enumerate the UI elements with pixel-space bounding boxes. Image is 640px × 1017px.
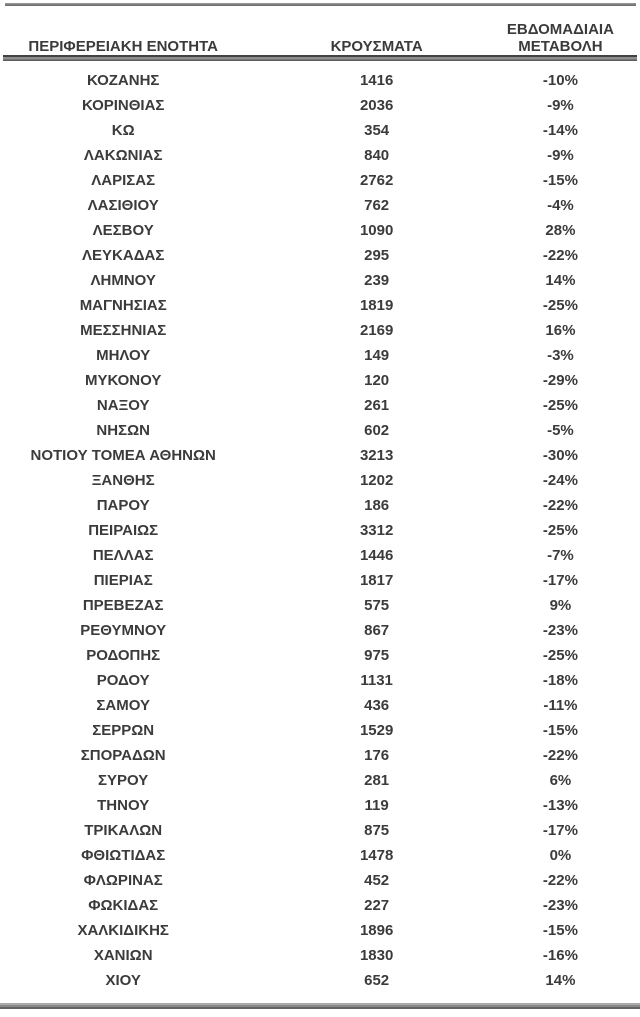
region-cell: ΛΑΣΙΘΙΟΥ [87,197,159,214]
cases-cell: 2762 [359,172,394,189]
change-cell: -25% [542,297,578,314]
region-cell: ΜΗΛΟΥ [96,347,151,364]
table-row [0,768,640,793]
table-row [0,718,640,743]
table-row [0,968,640,993]
cases-cell: 354 [364,122,390,139]
change-cell: -3% [547,347,574,364]
cases-cell: 119 [364,797,389,814]
change-cell: 9% [549,597,572,614]
region-cell: ΦΛΩΡΙΝΑΣ [83,872,163,889]
cases-cell: 239 [364,272,390,289]
cases-cell: 840 [364,147,390,164]
region-cell: ΠΡΕΒΕΖΑΣ [82,597,164,614]
table-header-separator [3,55,637,61]
cases-cell: 1131 [360,672,393,689]
cases-cell: 1830 [359,947,394,964]
change-cell: -17% [542,572,578,589]
table-row [0,618,640,643]
cases-cell: 120 [364,372,390,389]
region-cell: ΠΕΙΡΑΙΩΣ [88,522,159,539]
change-cell: 6% [549,772,572,789]
change-cell: -14% [542,122,578,139]
cases-cell: 575 [364,597,390,614]
region-cell: ΛΑΡΙΣΑΣ [91,172,156,189]
col-header-weekly-change-line1: ΕΒΔΟΜΑΔΙΑΙΑ [506,21,614,38]
region-cell: ΣΠΟΡΑΔΩΝ [80,747,166,764]
change-cell: -15% [542,922,578,939]
cases-cell: 602 [364,422,390,439]
change-cell: -29% [542,372,578,389]
cases-cell: 2036 [359,97,394,114]
col-header-weekly-change [507,0,640,61]
cases-cell: 875 [364,822,390,839]
change-cell: -17% [542,822,578,839]
change-cell: -9% [547,147,574,164]
change-cell: -15% [542,722,578,739]
change-cell: -22% [542,247,578,264]
change-cell: -5% [547,422,574,439]
cases-cell: 1478 [359,847,394,864]
change-cell: -7% [547,547,574,564]
change-cell: -13% [542,797,578,814]
change-cell: -23% [542,622,578,639]
change-cell: -18% [542,672,578,689]
region-cell: ΛΕΣΒΟΥ [92,222,154,239]
region-cell: ΡΟΔΟΥ [96,672,150,689]
change-cell: -25% [542,397,578,414]
table-row [0,443,640,468]
table-row [0,61,640,93]
change-cell: -15% [542,172,578,189]
cases-cell: 1416 [359,72,394,89]
change-cell: 14% [545,272,576,289]
cases-cell: 867 [364,622,390,639]
region-cell: ΣΕΡΡΩΝ [92,722,155,739]
region-cell: ΣΥΡΟΥ [98,772,149,789]
col-header-cases: ΚΡΟΥΣΜΑΤΑ [330,37,423,55]
region-cell: ΧΑΛΚΙΔΙΚΗΣ [77,922,169,939]
header-row [0,0,640,61]
table-row [0,818,640,843]
region-cell: ΚΟΖΑΝΗΣ [86,72,160,89]
table-row [0,918,640,943]
change-cell: 0% [549,847,572,864]
region-cell: ΧΙΟΥ [105,972,141,989]
region-cell: ΡΟΔΟΠΗΣ [86,647,161,664]
region-cell: ΝΑΞΟΥ [96,397,150,414]
cases-cell: 1896 [359,922,394,939]
cases-cell: 227 [364,897,390,914]
table-row [0,243,640,268]
change-cell: 28% [545,222,576,239]
table-row [0,693,640,718]
table-row [0,943,640,968]
change-cell: -10% [542,72,578,89]
table-row [0,268,640,293]
table-row [0,218,640,243]
table-row [0,168,640,193]
change-cell: -22% [542,497,578,514]
table-row [0,418,640,443]
region-cell: ΜΕΣΣΗΝΙΑΣ [80,322,167,339]
cases-cell: 436 [364,697,390,714]
cases-cell: 2169 [359,322,394,339]
change-cell: 16% [545,322,576,339]
table-row [0,468,640,493]
table-top-border [5,3,636,6]
change-cell: -4% [547,197,574,214]
table-bottom-border [0,1003,640,1009]
change-cell: 14% [545,972,576,989]
table-header [0,0,640,61]
region-cell: ΚΩ [111,122,135,139]
table-row [0,318,640,343]
cases-cell: 261 [364,397,390,414]
cases-cell: 452 [364,872,390,889]
table-row [0,518,640,543]
region-cell: ΤΗΝΟΥ [97,797,150,814]
table-row [0,793,640,818]
cases-cell: 1446 [359,547,394,564]
table-row [0,868,640,893]
table-body [0,61,640,993]
region-cell: ΝΗΣΩΝ [96,422,150,439]
table-row [0,643,640,668]
region-cell: ΦΩΚΙΔΑΣ [88,897,159,914]
region-cell: ΠΑΡΟΥ [96,497,150,514]
table-row [0,193,640,218]
region-cell: ΧΑΝΙΩΝ [93,947,153,964]
cases-cell: 762 [364,197,390,214]
table-row [0,93,640,118]
table-row [0,843,640,868]
change-cell: -25% [542,522,578,539]
table-row [0,393,640,418]
table-row [0,343,640,368]
region-cell: ΡΕΘΥΜΝΟΥ [80,622,167,639]
table-row [0,293,640,318]
change-cell: -22% [542,747,578,764]
table-row [0,593,640,618]
change-cell: -22% [542,872,578,889]
change-cell: -25% [542,647,578,664]
table-row [0,368,640,393]
region-cell: ΚΟΡΙΝΘΙΑΣ [81,97,165,114]
region-cell: ΣΑΜΟΥ [96,697,150,714]
table-row [0,493,640,518]
region-cell: ΛΗΜΝΟΥ [90,272,156,289]
change-cell: -23% [542,897,578,914]
region-cell: ΜΑΓΝΗΣΙΑΣ [79,297,167,314]
cases-cell: 1817 [359,572,394,589]
table-row [0,568,640,593]
col-header-weekly-change-line2: ΜΕΤΑΒΟΛΗ [518,37,603,55]
cases-cell: 1202 [359,472,394,489]
col-header-regional-unit: ΠΕΡΙΦΕΡΕΙΑΚΗ ΕΝΟΤΗΤΑ [28,37,218,55]
change-cell: -30% [542,447,578,464]
region-cell: ΞΑΝΘΗΣ [91,472,155,489]
table-row [0,668,640,693]
change-cell: -24% [542,472,578,489]
cases-cell: 975 [364,647,390,664]
cases-cell: 1819 [359,297,394,314]
cases-cell: 1529 [359,722,394,739]
region-cell: ΝΟΤΙΟΥ ΤΟΜΕΑ ΑΘΗΝΩΝ [30,447,216,464]
cases-cell: 149 [364,347,390,364]
region-cell: ΜΥΚΟΝΟΥ [84,372,162,389]
table-row [0,143,640,168]
region-cell: ΠΕΛΛΑΣ [92,547,154,564]
table-row [0,893,640,918]
cases-cell: 1090 [359,222,394,239]
cases-cell: 3312 [359,522,394,539]
region-cell: ΤΡΙΚΑΛΩΝ [84,822,163,839]
cases-cell: 652 [364,972,390,989]
change-cell: -11% [543,697,578,714]
cases-cell: 186 [364,497,390,514]
region-cell: ΛΑΚΩΝΙΑΣ [83,147,163,164]
region-cell: ΦΘΙΩΤΙΔΑΣ [81,847,166,864]
change-cell: -9% [547,97,574,114]
table-row [0,543,640,568]
table-row [0,118,640,143]
table-row [0,743,640,768]
cases-cell: 281 [364,772,390,789]
cases-cell: 295 [364,247,390,264]
change-cell: -16% [542,947,578,964]
region-cell: ΠΙΕΡΙΑΣ [93,572,153,589]
cases-cell: 176 [364,747,390,764]
cases-cell: 3213 [359,447,394,464]
region-cell: ΛΕΥΚΑΔΑΣ [82,247,165,264]
